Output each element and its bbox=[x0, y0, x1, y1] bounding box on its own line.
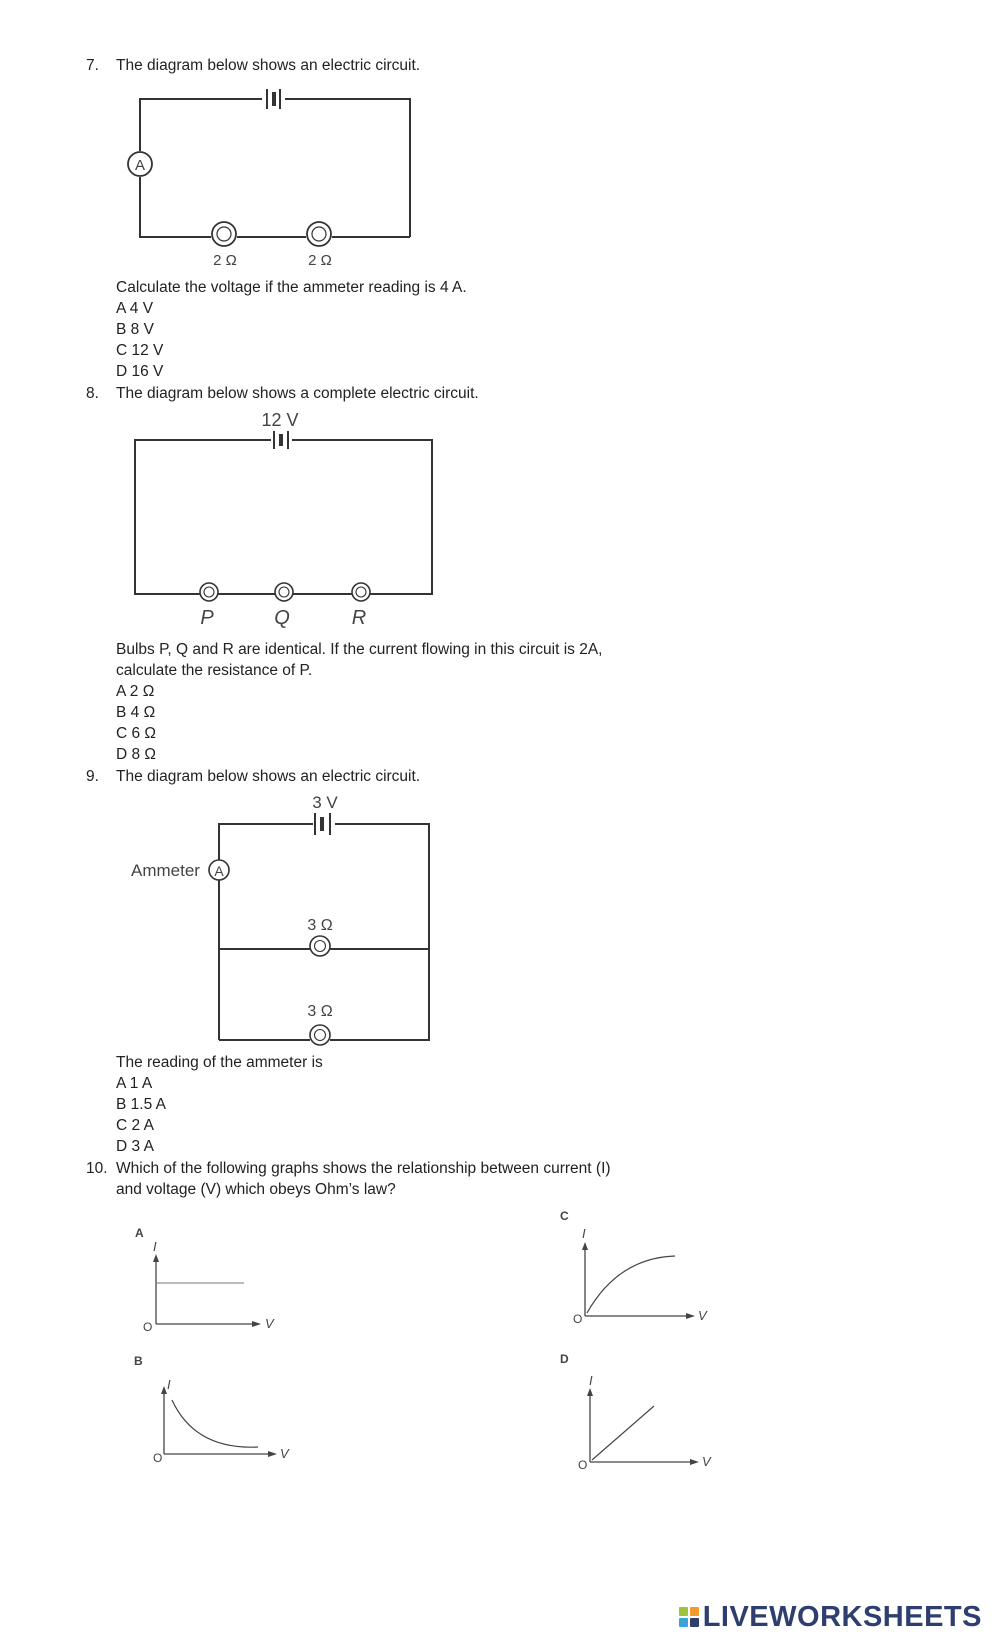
axis-label: I bbox=[153, 1239, 157, 1254]
bulb-label: Q bbox=[274, 607, 290, 629]
ammeter-symbol-label: A bbox=[214, 863, 224, 879]
question-9-text: The reading of the ammeter is bbox=[116, 1054, 323, 1071]
option: A 4 V bbox=[116, 300, 154, 317]
graph-b bbox=[134, 1354, 290, 1465]
question-9-prompt: The diagram below shows an electric circuit. bbox=[116, 768, 421, 785]
graph-c bbox=[560, 1209, 708, 1326]
option: A 1 A bbox=[116, 1075, 153, 1092]
question-7-number: 7. bbox=[86, 57, 99, 74]
liveworksheets-logo bbox=[679, 1602, 982, 1632]
question-10-prompt: Which of the following graphs shows the relationship between current (I) bbox=[116, 1160, 611, 1177]
ammeter-symbol-label: A bbox=[134, 157, 146, 174]
origin-label: O bbox=[143, 1320, 153, 1334]
origin-label: O bbox=[153, 1451, 163, 1465]
axis-label: I bbox=[582, 1226, 586, 1241]
option: C 12 V bbox=[116, 342, 164, 359]
option: D 8 Ω bbox=[116, 746, 157, 763]
question-9-number: 9. bbox=[86, 768, 99, 785]
axis-label: V bbox=[698, 1308, 707, 1323]
bulb-label: 2 Ω bbox=[308, 252, 332, 269]
graph-curve bbox=[592, 1406, 654, 1460]
option: A 2 Ω bbox=[116, 683, 155, 700]
ammeter-label: Ammeter bbox=[131, 861, 200, 880]
graph-label: C bbox=[560, 1209, 569, 1223]
question-7-text: Calculate the voltage if the ammeter reading is 4 A. bbox=[116, 279, 467, 296]
voltage-label: 12 V bbox=[261, 410, 299, 430]
question-8-text: Bulbs P, Q and R are identical. If the current flowing in this circuit is 2A, bbox=[116, 641, 603, 658]
option: D 3 A bbox=[116, 1138, 154, 1155]
origin-label: O bbox=[573, 1312, 583, 1326]
question-8-prompt: The diagram below shows a complete electric circuit. bbox=[116, 385, 479, 402]
voltage-label: 3 V bbox=[312, 793, 338, 812]
bulb-label: 3 Ω bbox=[307, 917, 333, 934]
question-7-prompt: The diagram below shows an electric circuit. bbox=[116, 57, 421, 74]
logo-mark-icon bbox=[679, 1607, 699, 1627]
bulb-label: 3 Ω bbox=[307, 1003, 333, 1020]
graph-label: B bbox=[134, 1354, 143, 1368]
axis-label: I bbox=[167, 1377, 171, 1392]
graph-label: A bbox=[135, 1226, 144, 1240]
graph-label: D bbox=[560, 1352, 569, 1366]
axis-label: V bbox=[265, 1316, 274, 1331]
bulb-label: 2 Ω bbox=[213, 252, 237, 269]
axis-label: V bbox=[280, 1446, 289, 1461]
question-8-text: calculate the resistance of P. bbox=[116, 662, 313, 679]
option: D 16 V bbox=[116, 363, 164, 380]
question-8-number: 8. bbox=[86, 385, 99, 402]
axis-label: V bbox=[702, 1454, 711, 1469]
graph-curve bbox=[587, 1256, 675, 1313]
question-10-prompt: and voltage (V) which obeys Ohm’s law? bbox=[116, 1181, 396, 1198]
option: C 6 Ω bbox=[116, 725, 157, 742]
option: C 2 A bbox=[116, 1117, 154, 1134]
axis-label: I bbox=[589, 1373, 593, 1388]
graph-a bbox=[135, 1226, 275, 1334]
option: B 4 Ω bbox=[116, 704, 156, 721]
bulb-label: P bbox=[200, 607, 214, 629]
brand-name: LIVEWORKSHEETS bbox=[702, 1600, 982, 1633]
option: B 8 V bbox=[116, 321, 154, 338]
graph-curve bbox=[172, 1400, 258, 1447]
bulb-label: R bbox=[351, 607, 367, 629]
question-10-number: 10. bbox=[86, 1160, 108, 1177]
option: B 1.5 A bbox=[116, 1096, 166, 1113]
origin-label: O bbox=[578, 1458, 588, 1472]
graph-d bbox=[560, 1352, 712, 1472]
